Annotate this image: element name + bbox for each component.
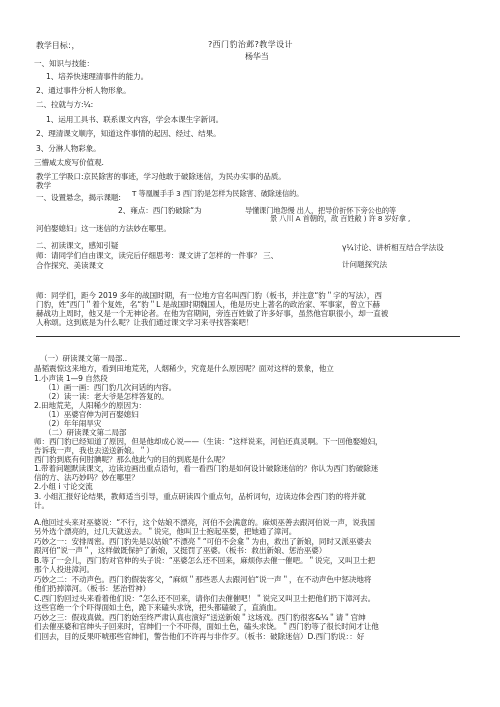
difficulty-note: 导懂课门地怨慢 出人，把导价折怀下旁公也的等 xyxy=(245,206,397,215)
body-line: 信的方、法巧妙吗？妙在哪里？ xyxy=(34,473,139,482)
body-line: 告诉我一声，我也去送送新娘。＂） xyxy=(34,446,154,455)
author-name: 杨华当 xyxy=(245,52,269,61)
section-one-note: T 等凰履手手 3 西门豹是怎样为民除害、破除迷信的。 xyxy=(132,189,304,198)
goal-line: 1、培养快速理清事件的能力。 xyxy=(46,72,149,81)
section-one-heading: 一、设置悬念，揭示课题: xyxy=(36,193,121,202)
goal-line: 三懵咸太废写价值观. xyxy=(34,158,104,167)
body-line: 另外选个漂亮的，过几天就送去。＂说完，他叫卫士抱起巫要，把她通了漳河。 xyxy=(34,527,297,536)
body-line: 们去催巫婆和官绅头子回来时，官绅们一个不吓得，面如土色，磕头求饶。＂西门豹等了很长时间才让他 xyxy=(34,622,379,631)
body-line: 那个人投进漳河。 xyxy=(34,565,94,574)
goal-line: 3、分淋人物彩象。 xyxy=(36,144,101,153)
section-divider xyxy=(36,336,460,337)
body-line: A.他回过头来对巫婆说：“不行，这个姑娘不漂亮，河伯不会满意的。麻烦巫善去跟河伯说一声，说我国 xyxy=(34,518,375,527)
body-line: （2）读一读：老大爷是怎样答复的。 xyxy=(44,392,169,401)
goal-line: 1、运用工具书、联系课文内容，学会本课生字新词。 xyxy=(46,115,224,124)
method-line: 师：请同学们自由课文，读完后仔细思考：课文讲了怎样的一件事？ 三、 xyxy=(36,251,279,260)
body-line: 3. 小组汇报好论结果，教师适当引导，重点研读四个重点句，品析词句，边读边体会西门豹的将并就 xyxy=(34,492,366,501)
goal-line: 一、知识与技能： xyxy=(34,59,94,68)
goal-line: 二、拉就与方:¼: xyxy=(36,100,94,109)
body-line: （二）研读课文第二局部 xyxy=(44,428,127,437)
header-goal-label: 教学目标：， xyxy=(36,41,80,50)
body-line: 巧妙之三：假戏真做。西门豹始至终严肃认真也演好“送送新娘＂这场戏。西门豹很客&¼＂请＂官绅 xyxy=(34,613,366,622)
body-line: 他们扔掉漳河。（板书：惩治哲神） xyxy=(34,584,151,593)
method-line: 合作探究、美读课文 xyxy=(36,261,104,270)
body-line: 2.田地荒芜，人阳稀少的原因为： xyxy=(34,401,146,410)
document-title: ?西门豹治邺?教学设计 xyxy=(208,40,293,49)
body-line: 跟河伯”说一声＂，这样做既保护了新娘，又挺罚了巫婆。（板书：救出新娘、惩治巫婆） xyxy=(34,546,327,555)
body-line: （1）巫婆官伸为河百娶媳妇 xyxy=(44,410,139,419)
body-line: 计。 xyxy=(34,501,49,510)
body-line: 1.带着问题默读课文，边读边画出重点语句，看一看西门豹是如何设计破除迷信的？你认为西门豹破除迷 xyxy=(34,464,379,473)
body-line: 西门豹到底有何肘腆呢？那么他此勺的目的到底是什么呢？ xyxy=(34,455,229,464)
body-line: 巧妙之二：不动声色。西门豹假装客父，“麻烦＂那些恶人去跟河伯“说一声＂，在不动声色中惩决地将 xyxy=(34,575,372,584)
difficulty-note: 景 八川 A 首朝的，敌 百姓敞 ) 许 8 岁好拿 , xyxy=(270,214,411,223)
body-line: C.西门豹回过头来看着他们说：“怎么还不回来，请你们去催催吧！＂说完又叫卫士把他们扔下漳河去。 xyxy=(34,594,376,603)
body-line: （1）画一画：西门豹几次问话的内容。 xyxy=(44,383,177,392)
body-line: （2）年年闹旱灾 xyxy=(44,419,102,428)
goal-line: 2、理清课文顺序，知道这件事情的起因、经过、结果。 xyxy=(36,129,221,138)
body-line: 师：西门豹已经知道了原因，但是他却成心说——（生读：“这样说来，河伯还真灵啊。下一回他娶媳妇， xyxy=(34,437,383,446)
body-line: 晶韬震惊这来地方，看到田地荒芜，人烟稀少，究竟是什么原因呢？面对这样的景象，他立 xyxy=(34,364,334,373)
method-line: 二、初读课文，感知引疑 xyxy=(36,241,119,250)
intro-line: 人称颂。这到底是为什么呢？让我们通过课文学习来寻找答案吧！ xyxy=(36,318,254,327)
body-line: （一）研读课文第一局部.. xyxy=(40,354,128,363)
body-line: 2.小组 i 寸论交流 xyxy=(34,482,93,491)
body-line: 1.小声读 1—9 自然段 xyxy=(34,374,108,383)
intro-line: 赫战功上周时，他又是一个无神论者。在他为官期间，旁连百姓做了许多好事，虽然他官职很小，却一直被 xyxy=(36,309,389,318)
body-line: 们回去，目的反果吓唬那些官绅们，警告他们不许再与非作歹。（板书：破除迷信）D.西门豹说：：好 xyxy=(34,632,365,641)
method-right: 计问题探究法 xyxy=(342,260,387,269)
body-line: B.等了一会儿，西门豹对官伸的头子说：“巫婆怎么还不回来，麻烦你去催一催吧。＂说完，又叫卫士把 xyxy=(34,556,375,565)
difficulty-end: 河伯娶媳妇」这一迷信的方法妙在哪里。 xyxy=(36,224,171,233)
intro-line: 门豹，姓“西门＂着个复姓，名“豹＂L 是战国时期魏国人，他是历史上著名的政治家、军事家，曾立下赫 xyxy=(36,300,380,309)
intro-line: 师：同学们，距今 2019 多年的战国时期，有一位地方官名叫西门豹（板书，并注意“豹＂字的写法），西 xyxy=(36,291,382,300)
key-point-line: 教学工学吸口:京民除害的事迹，学习他敢于破除迷信，为民办实事的品质。 xyxy=(36,172,286,181)
method-right: γ¼讨论、讲析相互结合学法设 xyxy=(342,243,444,252)
body-line: 巧妙之一：安排周密。西门豹先是以姑娘“不漂亮＂“可伯不会龛＂为由，救出了新娘，同时又派巫婆去 xyxy=(34,537,372,546)
difficulty-label: 2、雍点：西门豹破除“为 xyxy=(118,206,202,215)
body-line: 这些官绝一个个吓得面如土色，跪下来磕头求饶，把头都磕破了，直淌血。 xyxy=(34,603,282,612)
process-label: 教学 xyxy=(36,181,51,190)
goal-line: 2、通过事件分析人物形象。 xyxy=(36,86,131,95)
